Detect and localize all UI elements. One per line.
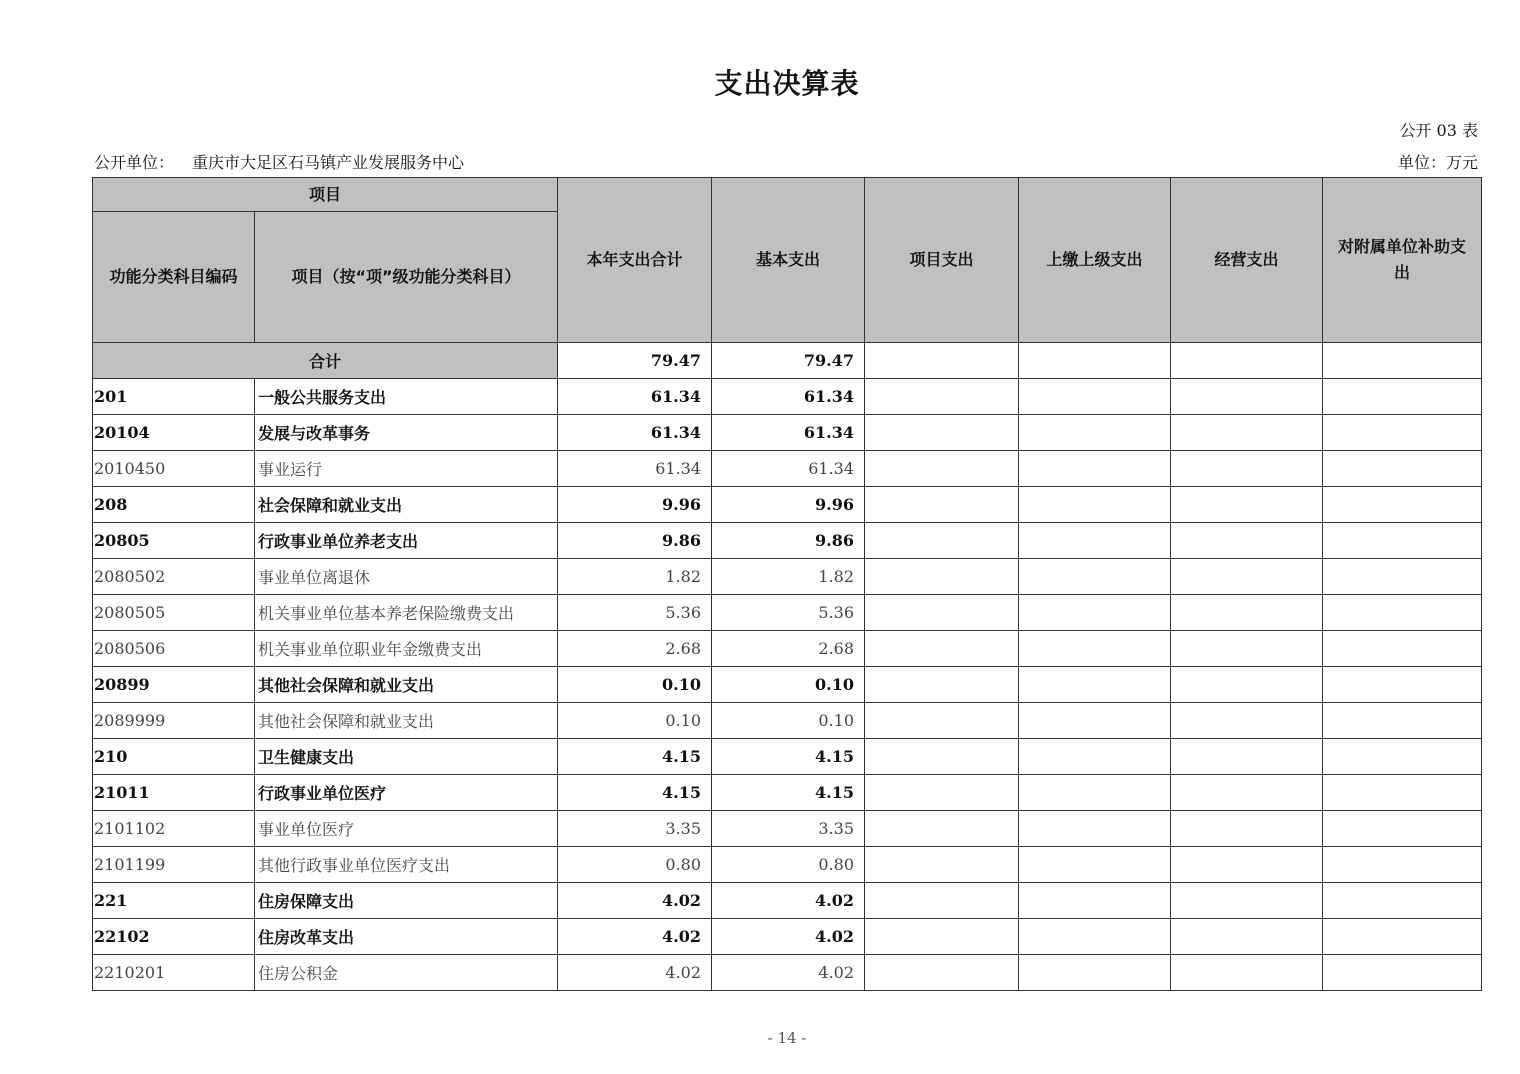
table-row bbox=[93, 955, 1482, 991]
row-name: 社会保障和就业支出 bbox=[255, 487, 558, 523]
row-subsidy bbox=[1323, 523, 1482, 559]
row-upper bbox=[1019, 667, 1171, 703]
row-total: 9.86 bbox=[558, 523, 712, 559]
row-basic: 1.82 bbox=[712, 559, 865, 595]
row-upper bbox=[1019, 919, 1171, 955]
row-code: 20899 bbox=[93, 667, 255, 703]
row-code: 20104 bbox=[93, 415, 255, 451]
row-name: 其他社会保障和就业支出 bbox=[255, 703, 558, 739]
row-project bbox=[865, 703, 1019, 739]
row-basic: 9.96 bbox=[712, 487, 865, 523]
table-row bbox=[93, 379, 1482, 415]
row-total: 4.15 bbox=[558, 739, 712, 775]
row-project bbox=[865, 955, 1019, 991]
row-project bbox=[865, 595, 1019, 631]
row-basic: 9.86 bbox=[712, 523, 865, 559]
row-business bbox=[1171, 523, 1323, 559]
row-total: 9.96 bbox=[558, 487, 712, 523]
row-subsidy bbox=[1323, 487, 1482, 523]
row-project bbox=[865, 487, 1019, 523]
row-subsidy bbox=[1323, 559, 1482, 595]
row-subsidy bbox=[1323, 415, 1482, 451]
row-business bbox=[1171, 451, 1323, 487]
row-business bbox=[1171, 847, 1323, 883]
table-row bbox=[93, 883, 1482, 919]
row-basic: 4.15 bbox=[712, 739, 865, 775]
row-business bbox=[1171, 667, 1323, 703]
row-subsidy bbox=[1323, 883, 1482, 919]
row-name: 行政事业单位养老支出 bbox=[255, 523, 558, 559]
row-total: 2.68 bbox=[558, 631, 712, 667]
table-row bbox=[93, 739, 1482, 775]
table-row bbox=[93, 451, 1482, 487]
row-project bbox=[865, 883, 1019, 919]
total-sum: 79.47 bbox=[558, 343, 712, 379]
row-basic: 61.34 bbox=[712, 379, 865, 415]
row-project bbox=[865, 667, 1019, 703]
table-row bbox=[93, 847, 1482, 883]
table-row bbox=[93, 631, 1482, 667]
reporting-unit-name: 重庆市大足区石马镇产业发展服务中心 bbox=[192, 153, 465, 172]
header-total: 本年支出合计 bbox=[558, 178, 712, 343]
row-name: 机关事业单位职业年金缴费支出 bbox=[255, 631, 558, 667]
row-total: 4.02 bbox=[558, 883, 712, 919]
row-project bbox=[865, 847, 1019, 883]
row-name: 事业单位医疗 bbox=[255, 811, 558, 847]
row-subsidy bbox=[1323, 667, 1482, 703]
row-upper bbox=[1019, 883, 1171, 919]
row-subsidy bbox=[1323, 919, 1482, 955]
row-subsidy bbox=[1323, 847, 1482, 883]
total-label: 合计 bbox=[93, 343, 558, 379]
row-business bbox=[1171, 955, 1323, 991]
row-total: 61.34 bbox=[558, 379, 712, 415]
row-upper bbox=[1019, 379, 1171, 415]
row-upper bbox=[1019, 739, 1171, 775]
row-upper bbox=[1019, 847, 1171, 883]
expenditure-table bbox=[92, 177, 1482, 991]
table-row bbox=[93, 703, 1482, 739]
row-business bbox=[1171, 595, 1323, 631]
row-code: 2010450 bbox=[93, 451, 255, 487]
row-total: 4.15 bbox=[558, 775, 712, 811]
table-row bbox=[93, 559, 1482, 595]
row-name: 住房保障支出 bbox=[255, 883, 558, 919]
row-basic: 0.80 bbox=[712, 847, 865, 883]
row-name: 其他社会保障和就业支出 bbox=[255, 667, 558, 703]
table-row bbox=[93, 667, 1482, 703]
row-subsidy bbox=[1323, 379, 1482, 415]
row-upper bbox=[1019, 487, 1171, 523]
row-code: 2080506 bbox=[93, 631, 255, 667]
row-business bbox=[1171, 703, 1323, 739]
total-row bbox=[93, 343, 1482, 379]
table-row bbox=[93, 919, 1482, 955]
row-project bbox=[865, 631, 1019, 667]
row-name: 其他行政事业单位医疗支出 bbox=[255, 847, 558, 883]
row-project bbox=[865, 559, 1019, 595]
row-total: 0.10 bbox=[558, 703, 712, 739]
row-code: 201 bbox=[93, 379, 255, 415]
row-total: 0.80 bbox=[558, 847, 712, 883]
row-project bbox=[865, 919, 1019, 955]
row-upper bbox=[1019, 631, 1171, 667]
row-name: 行政事业单位医疗 bbox=[255, 775, 558, 811]
row-subsidy bbox=[1323, 775, 1482, 811]
row-basic: 3.35 bbox=[712, 811, 865, 847]
row-total: 4.02 bbox=[558, 919, 712, 955]
row-basic: 61.34 bbox=[712, 415, 865, 451]
row-project bbox=[865, 811, 1019, 847]
row-name: 发展与改革事务 bbox=[255, 415, 558, 451]
row-code: 2089999 bbox=[93, 703, 255, 739]
row-upper bbox=[1019, 451, 1171, 487]
row-project bbox=[865, 739, 1019, 775]
row-code: 22102 bbox=[93, 919, 255, 955]
total-basic: 79.47 bbox=[712, 343, 865, 379]
row-upper bbox=[1019, 703, 1171, 739]
row-code: 2210201 bbox=[93, 955, 255, 991]
row-total: 61.34 bbox=[558, 415, 712, 451]
row-basic: 4.15 bbox=[712, 775, 865, 811]
row-project bbox=[865, 451, 1019, 487]
row-name: 一般公共服务支出 bbox=[255, 379, 558, 415]
row-subsidy bbox=[1323, 811, 1482, 847]
row-subsidy bbox=[1323, 739, 1482, 775]
table-row bbox=[93, 811, 1482, 847]
row-name: 事业运行 bbox=[255, 451, 558, 487]
row-upper bbox=[1019, 811, 1171, 847]
total-project bbox=[865, 343, 1019, 379]
row-project bbox=[865, 415, 1019, 451]
row-business bbox=[1171, 883, 1323, 919]
header-item-group: 项目 bbox=[93, 178, 558, 212]
row-total: 4.02 bbox=[558, 955, 712, 991]
row-code: 2101199 bbox=[93, 847, 255, 883]
row-basic: 4.02 bbox=[712, 955, 865, 991]
form-number: 公开 03 表 bbox=[1399, 121, 1478, 140]
header-upper: 上缴上级支出 bbox=[1019, 178, 1171, 343]
header-subsidy: 对附属单位补助支出 bbox=[1323, 178, 1482, 343]
header-project: 项目支出 bbox=[865, 178, 1019, 343]
row-upper bbox=[1019, 415, 1171, 451]
row-upper bbox=[1019, 775, 1171, 811]
row-subsidy bbox=[1323, 955, 1482, 991]
row-name: 卫生健康支出 bbox=[255, 739, 558, 775]
row-basic: 61.34 bbox=[712, 451, 865, 487]
row-basic: 4.02 bbox=[712, 919, 865, 955]
currency-unit: 单位：万元 bbox=[1397, 153, 1478, 172]
table-row bbox=[93, 775, 1482, 811]
row-name: 住房改革支出 bbox=[255, 919, 558, 955]
row-basic: 0.10 bbox=[712, 703, 865, 739]
row-total: 61.34 bbox=[558, 451, 712, 487]
row-upper bbox=[1019, 559, 1171, 595]
row-subsidy bbox=[1323, 595, 1482, 631]
row-code: 210 bbox=[93, 739, 255, 775]
row-project bbox=[865, 379, 1019, 415]
row-business bbox=[1171, 811, 1323, 847]
page-number: - 14 - bbox=[767, 1029, 807, 1047]
row-business bbox=[1171, 919, 1323, 955]
row-business bbox=[1171, 775, 1323, 811]
row-total: 3.35 bbox=[558, 811, 712, 847]
row-basic: 0.10 bbox=[712, 667, 865, 703]
row-code: 20805 bbox=[93, 523, 255, 559]
row-business bbox=[1171, 559, 1323, 595]
total-upper bbox=[1019, 343, 1171, 379]
row-upper bbox=[1019, 595, 1171, 631]
row-upper bbox=[1019, 955, 1171, 991]
header-name: 项目（按“项”级功能分类科目） bbox=[255, 212, 558, 343]
row-name: 机关事业单位基本养老保险缴费支出 bbox=[255, 595, 558, 631]
row-name: 住房公积金 bbox=[255, 955, 558, 991]
reporting-unit bbox=[94, 150, 464, 173]
row-code: 21011 bbox=[93, 775, 255, 811]
row-code: 221 bbox=[93, 883, 255, 919]
row-subsidy bbox=[1323, 703, 1482, 739]
row-code: 208 bbox=[93, 487, 255, 523]
row-basic: 2.68 bbox=[712, 631, 865, 667]
table-row bbox=[93, 415, 1482, 451]
row-business bbox=[1171, 631, 1323, 667]
row-total: 1.82 bbox=[558, 559, 712, 595]
row-total: 5.36 bbox=[558, 595, 712, 631]
row-basic: 4.02 bbox=[712, 883, 865, 919]
row-project bbox=[865, 523, 1019, 559]
header-business: 经营支出 bbox=[1171, 178, 1323, 343]
row-business bbox=[1171, 487, 1323, 523]
header-code: 功能分类科目编码 bbox=[93, 212, 255, 343]
row-total: 0.10 bbox=[558, 667, 712, 703]
row-project bbox=[865, 775, 1019, 811]
table-row bbox=[93, 523, 1482, 559]
row-business bbox=[1171, 739, 1323, 775]
table-row bbox=[93, 595, 1482, 631]
header-basic: 基本支出 bbox=[712, 178, 865, 343]
page-title: 支出决算表 bbox=[714, 67, 860, 100]
row-upper bbox=[1019, 523, 1171, 559]
row-subsidy bbox=[1323, 451, 1482, 487]
row-code: 2101102 bbox=[93, 811, 255, 847]
row-business bbox=[1171, 379, 1323, 415]
row-name: 事业单位离退休 bbox=[255, 559, 558, 595]
row-code: 2080502 bbox=[93, 559, 255, 595]
table-row bbox=[93, 487, 1482, 523]
reporting-unit-label: 公开单位： bbox=[94, 153, 175, 172]
row-code: 2080505 bbox=[93, 595, 255, 631]
total-subsidy bbox=[1323, 343, 1482, 379]
row-subsidy bbox=[1323, 631, 1482, 667]
total-business bbox=[1171, 343, 1323, 379]
row-basic: 5.36 bbox=[712, 595, 865, 631]
row-business bbox=[1171, 415, 1323, 451]
